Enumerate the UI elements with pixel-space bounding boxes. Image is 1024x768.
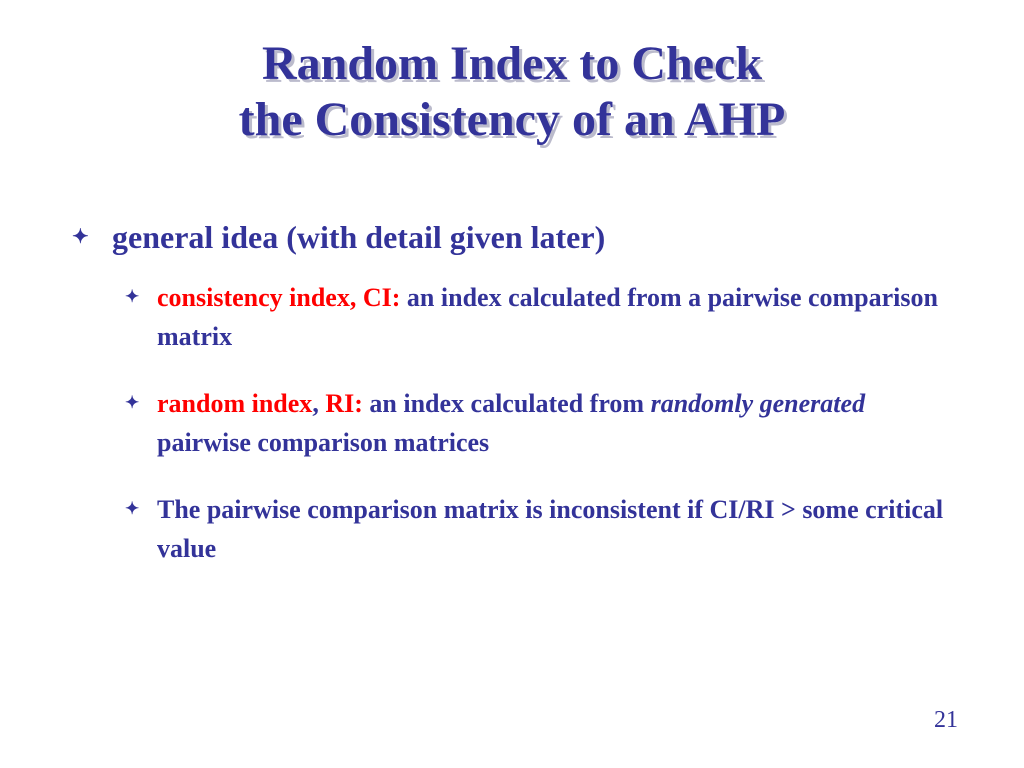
consistency-index-comma: , (349, 283, 357, 312)
random-index-comma: , (312, 389, 319, 418)
four-point-star-bullet-icon: ✦ (125, 393, 140, 412)
ci-colon: : (391, 283, 401, 312)
four-point-star-bullet-icon: ✦ (72, 226, 89, 248)
sub-bullet-inconsistency-rule (70, 490, 957, 568)
title-line-2: the Consistency of an AHP (238, 93, 786, 146)
random-index-definition: an index calculated from (362, 389, 651, 418)
page-number: 21 (934, 707, 958, 733)
ri-abbreviation: RI (325, 389, 355, 418)
four-point-star-bullet-icon: ✦ (125, 499, 140, 518)
random-index-definition-end: pairwise comparison matrices (157, 428, 490, 457)
ci-abbreviation: CI (362, 283, 392, 312)
bullet-list (70, 214, 970, 596)
random-index-term: random index (157, 389, 313, 418)
bullet-general-idea (70, 214, 970, 260)
sub-bullet-consistency-index (70, 278, 957, 356)
slide-title (0, 36, 1024, 148)
bullet-general-idea-text: general idea (with detail given later) (112, 219, 606, 255)
four-point-star-bullet-icon: ✦ (125, 287, 140, 306)
title-line-1: Random Index to Check (261, 37, 763, 90)
sub-bullet-random-index (70, 384, 957, 462)
ri-colon: : (354, 389, 363, 418)
consistency-index-definition: an index calculated from a pairwise comparison matrix (157, 283, 938, 351)
consistency-index-term: consistency index (157, 283, 350, 312)
inconsistency-rule-text: The pairwise comparison matrix is inconsistent if CI/RI > some critical value (157, 495, 944, 563)
randomly-generated-emphasis: randomly generated (650, 389, 866, 418)
